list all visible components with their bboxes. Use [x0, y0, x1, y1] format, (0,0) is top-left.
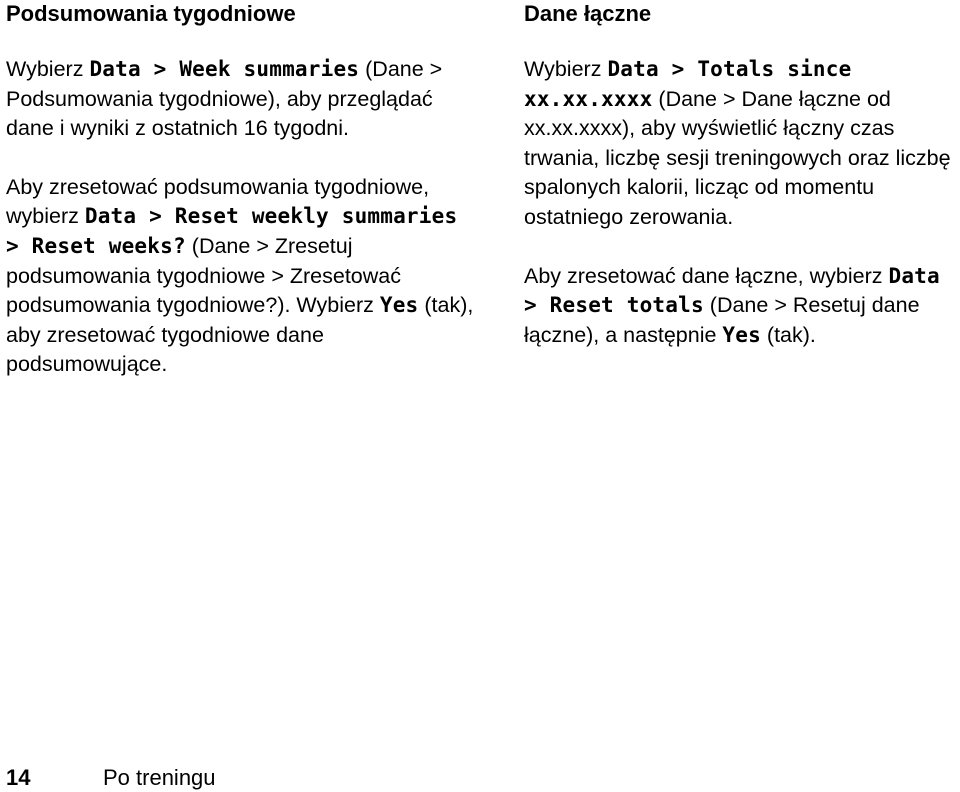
footer-section-title: Po treningu [103, 765, 216, 790]
text-run: Wybierz [6, 57, 90, 81]
section-heading-weekly-summaries: Podsumowania tygodniowe [6, 1, 296, 26]
totals-view-paragraph [524, 55, 960, 233]
text-run: Wybierz [524, 57, 608, 81]
text-run: (tak), aby zresetować tygodniowe dane podsumowujące. [6, 293, 474, 377]
text-run: Aby zresetować dane łączne, wybierz [524, 263, 889, 288]
right-column [524, 0, 960, 350]
text-run: (Dane > Resetuj dane łączne), a następnie [524, 293, 920, 347]
page-footer [6, 764, 216, 792]
text-run: (Dane > Zresetuj podsumowania tygodniowe > Zresetować podsumowania tygodniowe?). Wybierz [6, 233, 401, 318]
totals-reset-paragraph [524, 262, 960, 351]
weekly-summaries-reset-paragraph [6, 173, 476, 380]
menu-path: Data > Week summaries [89, 57, 360, 81]
section-heading-totals: Dane łączne [524, 1, 652, 26]
text-run: (tak). [760, 322, 816, 347]
menu-option-yes: Yes [379, 293, 419, 318]
text-run: Aby zresetować podsumowania tygodniowe, wybierz [6, 174, 430, 229]
weekly-summaries-view-paragraph [6, 55, 476, 144]
menu-option-yes: Yes [722, 322, 761, 347]
left-column [6, 0, 476, 380]
menu-path: Data > Totals since xx.xx.xxxx [524, 57, 852, 111]
text-run: (Dane > Podsumowania tygodniowe), aby przeglądać dane i wyniki z ostatnich 16 tygodni. [6, 57, 443, 141]
menu-path: Data > Reset weekly summaries > Reset weeks? [6, 204, 458, 258]
text-run: (Dane > Dane łączne od xx.xx.xxxx), aby wyświetlić łączny czas trwania, liczbę sesji treningowych oraz liczbę spalonych kalorii, licząc od momentu ostatniego zerowania. [524, 86, 951, 229]
page-number: 14 [6, 765, 31, 790]
menu-path: Data > Reset totals [524, 263, 940, 318]
